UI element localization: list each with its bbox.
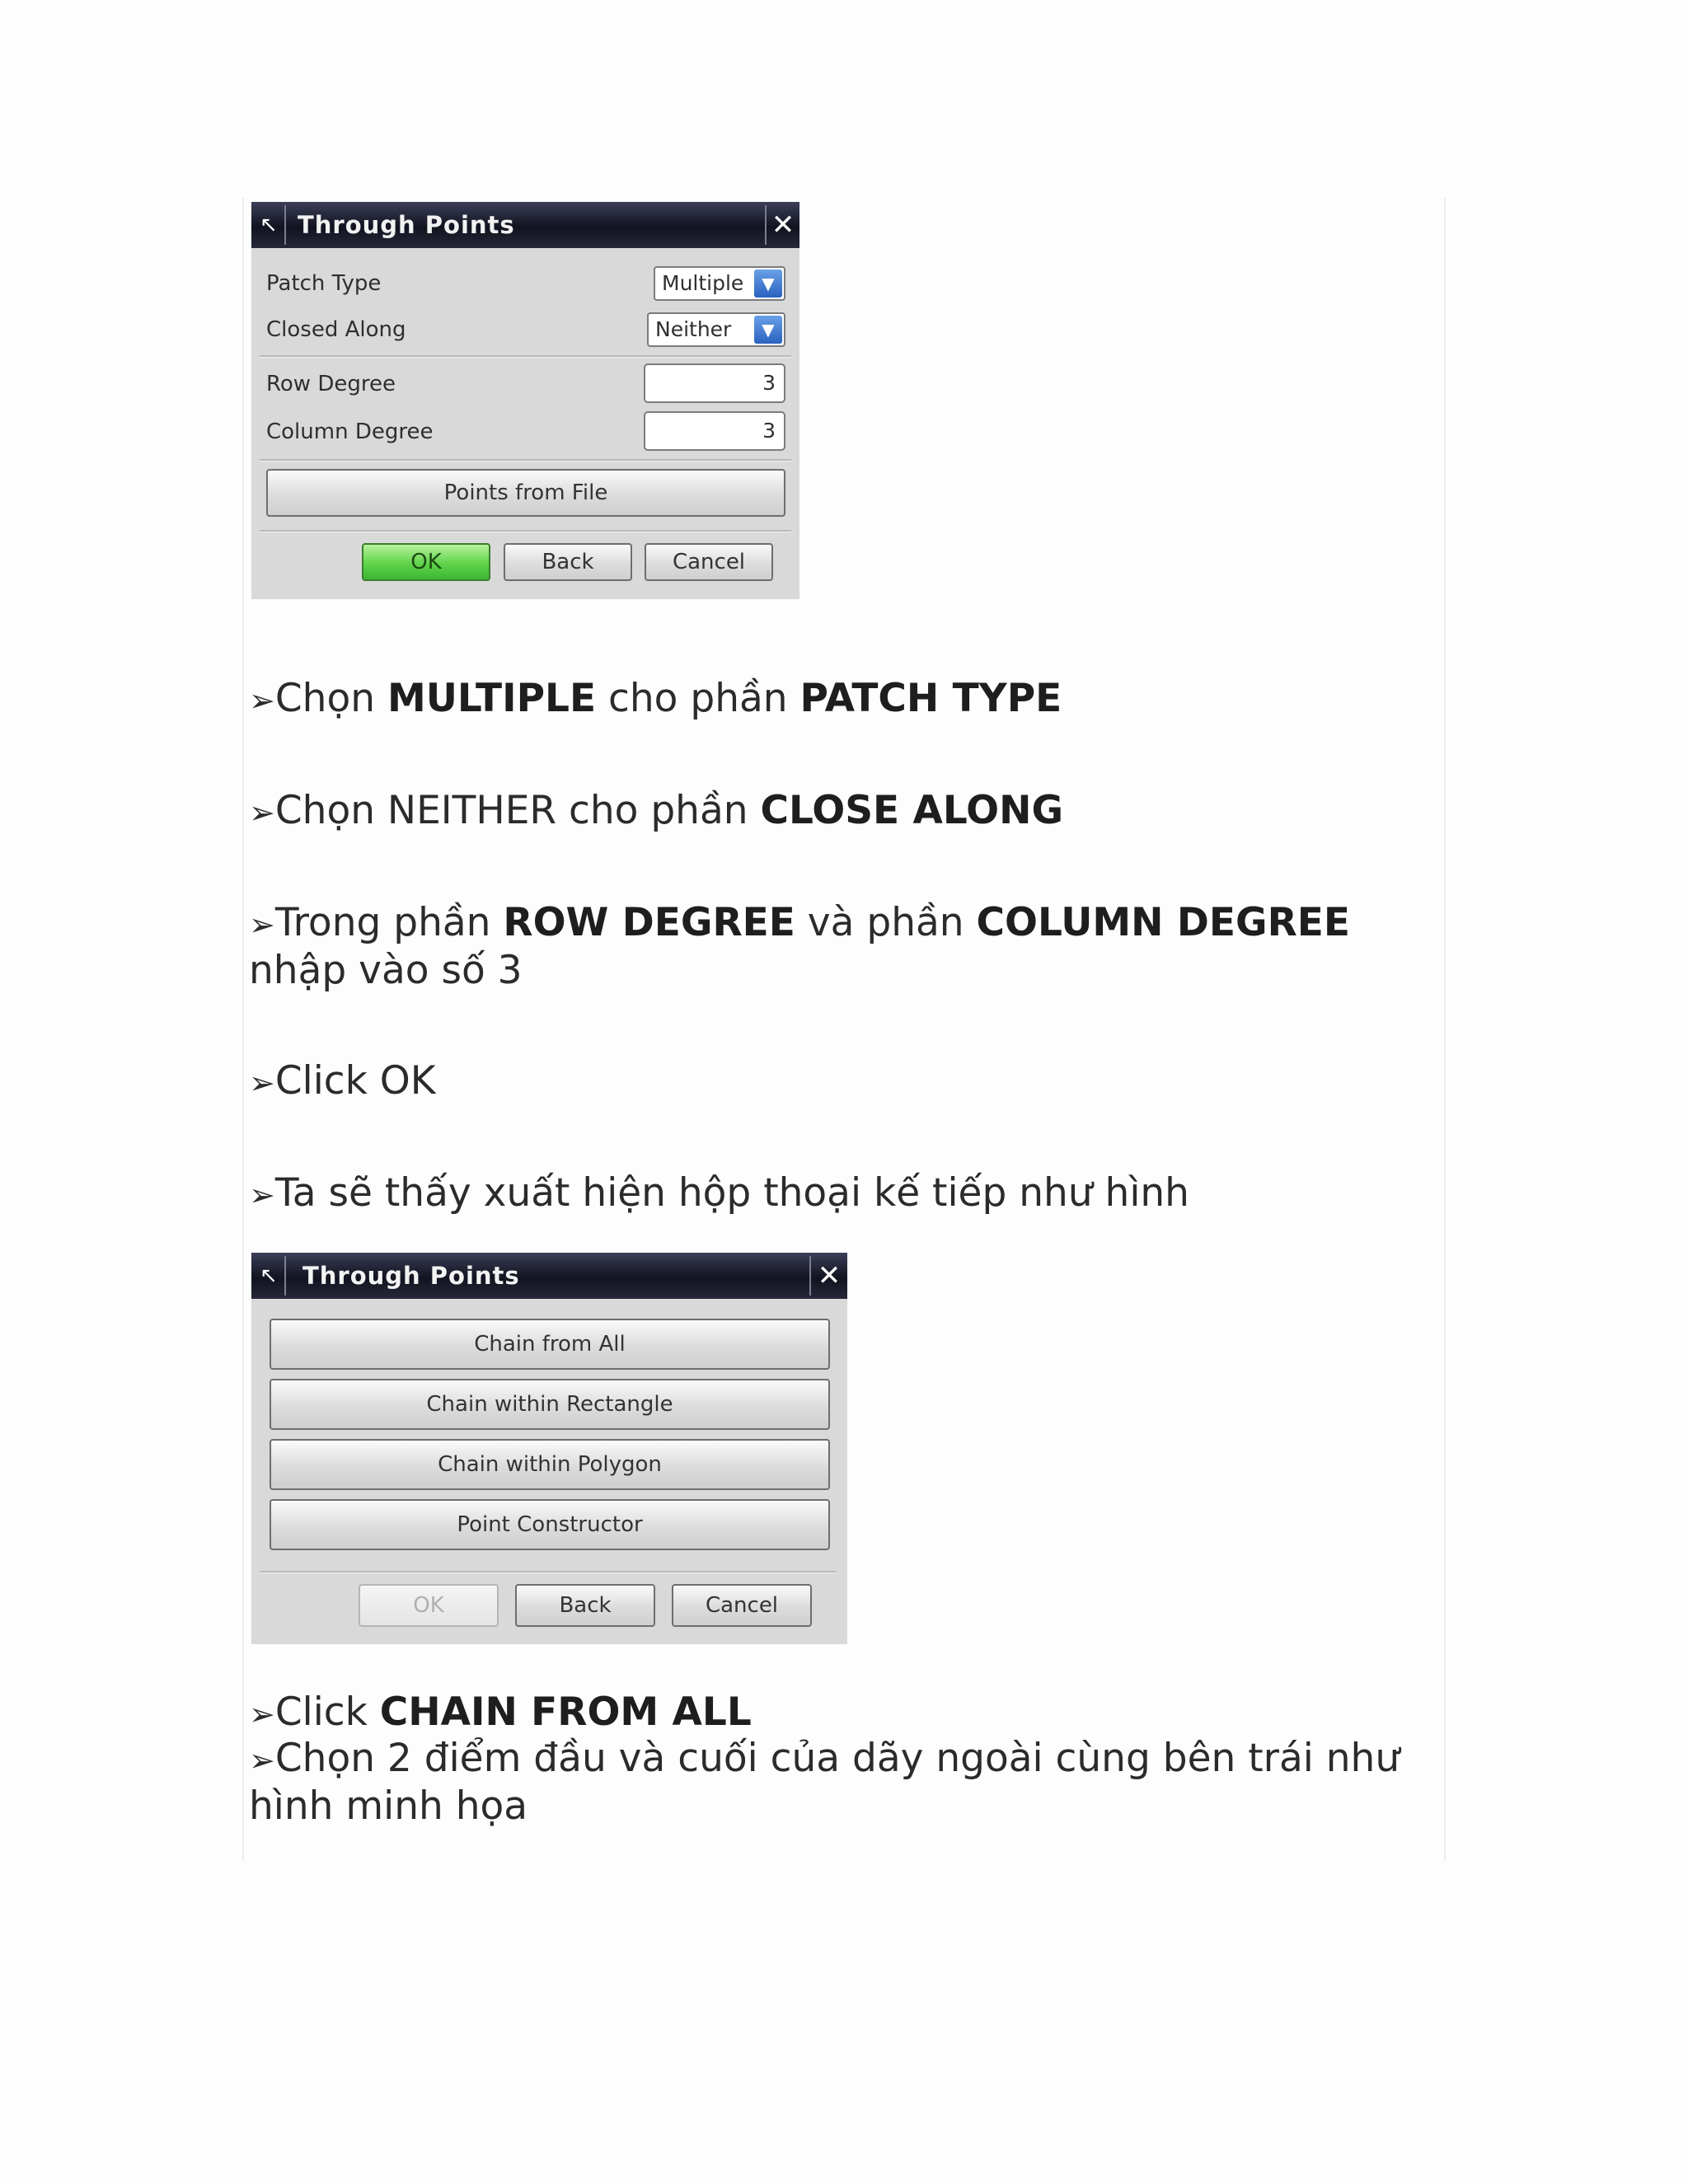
point-constructor-button[interactable]: Point Constructor — [270, 1499, 830, 1550]
separator — [260, 459, 791, 462]
instruction-3: ➢Trong phần ROW DEGREE và phần COLUMN DEGREE nhập vào số 3 — [249, 900, 1350, 993]
instruction-6: ➢Click CHAIN FROM ALL — [249, 1690, 752, 1735]
bullet-arrow-icon: ➢ — [249, 907, 275, 943]
bullet-arrow-icon: ➢ — [249, 682, 275, 719]
instruction-7: ➢Chọn 2 điểm đầu và cuối của dãy ngoài cùng bên trái như hình minh họa — [249, 1736, 1400, 1829]
dialog-menu-icon[interactable]: ↖ — [253, 1256, 286, 1296]
dialog-title: Through Points — [298, 211, 515, 239]
page-border-left — [242, 198, 244, 1861]
chain-within-rectangle-button[interactable]: Chain within Rectangle — [270, 1379, 830, 1430]
cancel-button[interactable]: Cancel — [672, 1584, 812, 1627]
closed-along-dropdown[interactable] — [647, 312, 785, 347]
dialog-menu-icon[interactable]: ↖ — [253, 205, 286, 245]
row-degree-label: Row Degree — [266, 372, 396, 396]
close-icon[interactable]: ✕ — [765, 205, 799, 245]
back-button[interactable]: Back — [515, 1584, 655, 1627]
cancel-button[interactable]: Cancel — [645, 543, 773, 581]
dialog-titlebar — [251, 1253, 847, 1299]
through-points-dialog-1 — [251, 202, 799, 599]
closed-along-label: Closed Along — [266, 317, 406, 342]
page-border-right — [1444, 198, 1446, 1861]
separator — [260, 1571, 837, 1573]
instruction-2: ➢Chọn NEITHER cho phần CLOSE ALONG — [249, 788, 1064, 833]
patch-type-value: Multiple — [662, 271, 744, 295]
points-from-file-button[interactable]: Points from File — [266, 469, 785, 517]
chevron-down-icon[interactable]: ▼ — [754, 316, 782, 344]
patch-type-dropdown[interactable] — [654, 266, 785, 301]
ok-button[interactable]: OK — [362, 543, 490, 581]
through-points-dialog-2 — [251, 1253, 847, 1644]
closed-along-value: Neither — [655, 317, 732, 341]
column-degree-input[interactable]: 3 — [644, 411, 785, 451]
bullet-arrow-icon: ➢ — [249, 1177, 275, 1213]
chevron-down-icon[interactable]: ▼ — [754, 269, 782, 298]
dialog-titlebar — [251, 202, 799, 248]
bullet-arrow-icon: ➢ — [249, 794, 275, 831]
column-degree-label: Column Degree — [266, 419, 434, 444]
separator — [260, 355, 791, 358]
instruction-1: ➢Chọn MULTIPLE cho phần PATCH TYPE — [249, 676, 1062, 721]
separator — [260, 530, 791, 532]
ok-button[interactable]: OK — [359, 1584, 499, 1627]
instruction-4: ➢Click OK — [249, 1058, 436, 1104]
chain-within-polygon-button[interactable]: Chain within Polygon — [270, 1439, 830, 1490]
bullet-arrow-icon: ➢ — [249, 1742, 275, 1779]
bullet-arrow-icon: ➢ — [249, 1696, 275, 1732]
dialog-title: Through Points — [302, 1262, 520, 1290]
close-icon[interactable]: ✕ — [809, 1256, 847, 1296]
back-button[interactable]: Back — [504, 543, 632, 581]
patch-type-label: Patch Type — [266, 271, 382, 296]
bullet-arrow-icon: ➢ — [249, 1065, 275, 1101]
row-degree-input[interactable]: 3 — [644, 363, 785, 403]
chain-from-all-button[interactable]: Chain from All — [270, 1319, 830, 1370]
instruction-5: ➢Ta sẽ thấy xuất hiện hộp thoại kế tiếp như hình — [249, 1170, 1189, 1216]
